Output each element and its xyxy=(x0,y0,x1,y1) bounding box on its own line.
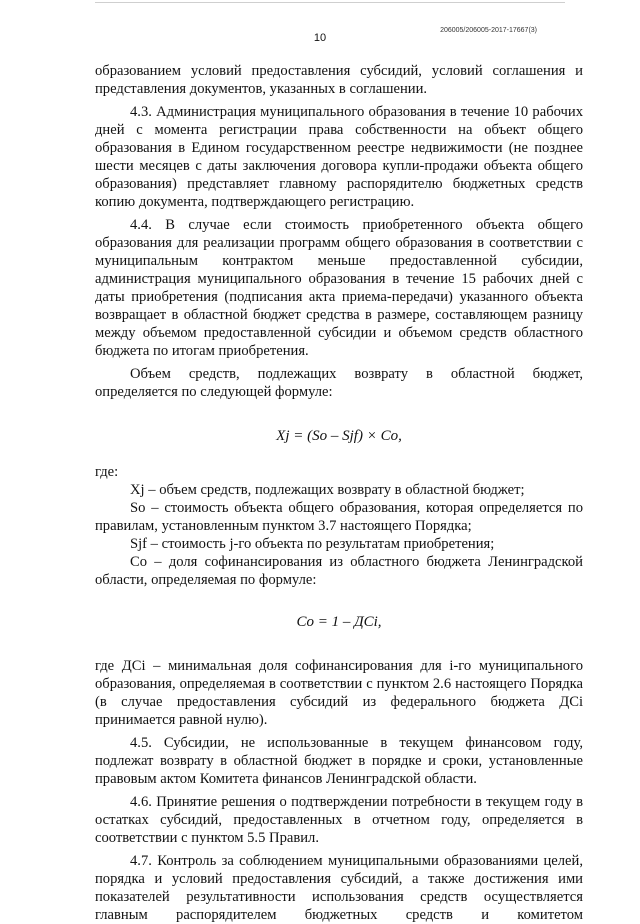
top-rule xyxy=(95,2,565,3)
where-label: где: xyxy=(95,464,119,480)
definition-co: Co – доля софинансирования из областного бюджета Ленинградской области, определяемая по формуле: xyxy=(95,554,583,588)
paragraph-dsi-definition: где ДСi – минимальная доля софинансирования для i-го муниципального образования, определяемая в соответствии с пунктом 2.6 настоящего Порядка (в случае предоставления субсидий из федерального бюджета ДСi принимается равной нулю). xyxy=(95,658,583,728)
document-body xyxy=(95,62,583,924)
formula-cofinancing-share: Co = 1 – ДСi, xyxy=(296,614,382,630)
paragraph-4-6: 4.6. Принятие решения о подтверждении потребности в текущем году в остатках субсидий, предоставленных в отчетном году, определяется в соответствии с пунктом 5.5 Правил. xyxy=(95,794,583,846)
paragraph-4-3: 4.3. Администрация муниципального образования в течение 10 рабочих дней с момента регистрации права собственности на объект общего образования в Едином государственном реестре недвижимости (не позднее шести месяцев с даты заключения договора купли-продажи объекта общего образования) представляет главному распорядителю бюджетных средств копию документа, подтверждающего регистрацию. xyxy=(95,104,583,210)
paragraph-4-4: 4.4. В случае если стоимость приобретенного объекта общего образования для реализации программ общего образования в соответствии с муниципальным контрактом меньше предоставленной субсидии, администрация муниципального образования в течение 15 рабочих дней с даты приобретения (подписания акта приема-передачи) указанного объекта возвращает в областной бюджет средства в размере, составляющем разницу между объемом предоставленной субсидии и объемом средств областного бюджета по итогам приобретения. xyxy=(95,217,583,359)
definition-xj: Xj – объем средств, подлежащих возврату в областной бюджет; xyxy=(130,482,525,498)
formula-refund-volume: Xj = (So – Sjf) × Co, xyxy=(276,428,402,444)
document-id: 206005/206005-2017-17667(3) xyxy=(440,27,537,34)
paragraph-formula-intro: Объем средств, подлежащих возврату в областной бюджет, определяется по следующей формуле: xyxy=(95,366,583,400)
definition-sjf: Sjf – стоимость j-го объекта по результатам приобретения; xyxy=(130,536,495,552)
paragraph-continuation: образованием условий предоставления субсидий, условий соглашения и представления документов, указанных в соглашении. xyxy=(95,63,583,97)
paragraph-4-5: 4.5. Субсидии, не использованные в текущем финансовом году, подлежат возврату в областной бюджет в порядке и сроки, установленные правовым актом Комитета финансов Ленинградской области. xyxy=(95,735,583,787)
definition-so: So – стоимость объекта общего образования, которая определяется по правилам, установленным пунктом 3.7 настоящего Порядка; xyxy=(95,500,583,534)
page-number: 10 xyxy=(313,32,327,44)
paragraph-4-7: 4.7. Контроль за соблюдением муниципальными образованиями целей, порядка и условий предоставления субсидий, а также достижения ими показателей результативности использования средств осуществляется главным распорядителем бюджетных средств и комитетом xyxy=(95,853,583,923)
